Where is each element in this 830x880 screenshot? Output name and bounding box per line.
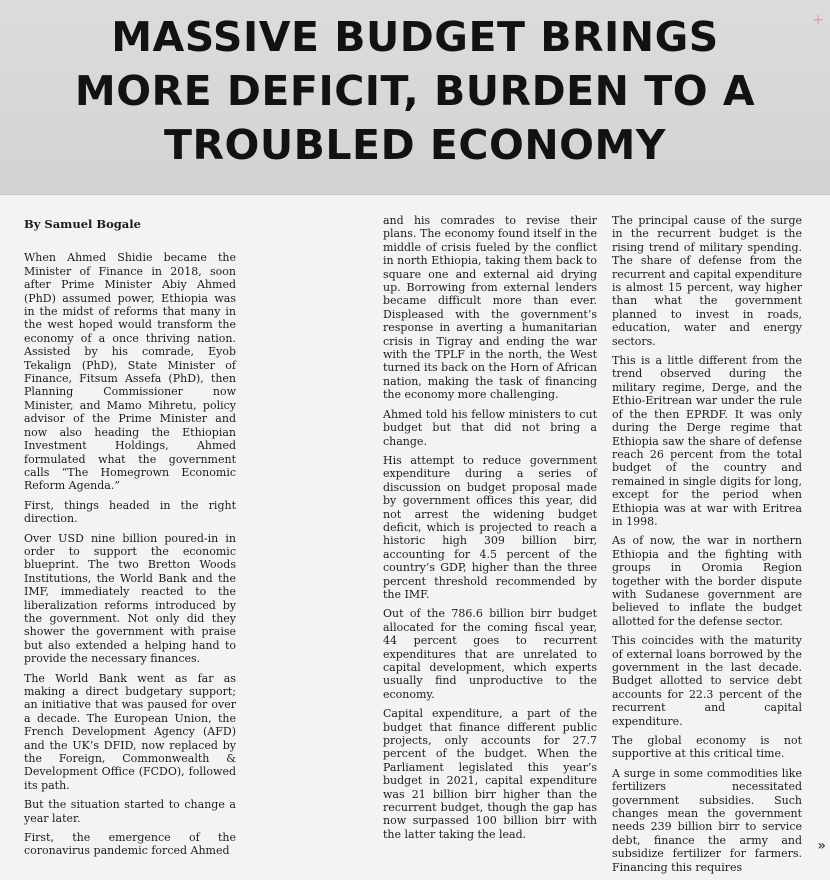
plus-icon[interactable]: + <box>812 12 824 28</box>
headline-line-1: MASSIVE BUDGET BRINGS <box>111 13 719 61</box>
paragraph: But the situation started to change a year later. <box>24 798 236 825</box>
paragraph: When Ahmed Shidie became the Minister of Finance in 2018, soon after Prime Minister Abiy Ahmed (PhD) assumed power, Ethiopia was in the midst of reforms that many in the west hoped would transform the economy of a once thriving nation. Assisted by his comrade, Eyob Tekalign (PhD), State Minister of Finance, Fitsum Assefa (PhD), then Planning Commissioner now Minister, and Mamo Mihretu, policy advisor of the Prime Minister and now also heading the Ethiopian Investment Holdings, Ahmed formulated what the government calls “The Homegrown Economic Reform Agenda.” <box>24 251 236 493</box>
article-column-3 <box>612 214 802 880</box>
paragraph: Capital expenditure, a part of the budget that finance different public projects, only accounts for 27.7 percent of the budget. When the Parliament legislated this year’s budget in 2021, capital expenditure was 21 billion birr higher than the recurrent budget, though the gap has now surpassed 100 billion birr with the latter taking the lead. <box>383 707 597 841</box>
headline-banner <box>0 0 830 194</box>
paragraph: This is a little different from the trend observed during the military regime, Derge, and the Ethio-Eritrean war under the rule of the then EPRDF. It was only during the Derge regime that Ethiopia saw the share of defense reach 26 percent from the total budget of the country and remained in single digits for long, except for the period when Ethiopia was at war with Eritrea in 1998. <box>612 354 802 528</box>
paragraph: The principal cause of the surge in the recurrent budget is the rising trend of military spending. The share of defense from the recurrent and capital expenditure is almost 15 percent, way higher than what the government planned to invest in roads, education, water and energy sectors. <box>612 214 802 348</box>
headline <box>0 10 830 172</box>
article-column-2 <box>383 214 597 847</box>
header-divider <box>0 194 830 195</box>
paragraph: His attempt to reduce government expenditure during a series of discussion on budget proposal made by government offices this year, did not arrest the widening budget deficit, which is projected to reach a historic high 309 billion birr, accounting for 4.5 percent of the country’s GDP, higher than the three percent threshold recommended by the IMF. <box>383 453 597 601</box>
paragraph: As of now, the war in northern Ethiopia and the fighting with groups in Oromia Region together with the border dispute with Sudanese government are believed to inflate the budget allotted for the defense sector. <box>612 534 802 628</box>
paragraph: The global economy is not supportive at this critical time. <box>612 734 802 761</box>
headline-line-2: MORE DEFICIT, BURDEN TO A <box>74 67 756 115</box>
byline: By Samuel Bogale <box>24 217 141 231</box>
paragraph: Out of the 786.6 billion birr budget allocated for the coming fiscal year, 44 percent goes to recurrent expenditures that are unrelated to capital development, which experts usually find unproductive to the economy. <box>383 607 597 701</box>
paragraph: This coincides with the maturity of external loans borrowed by the government in the last decade. Budget allotted to service debt accounts for 22.3 percent of the recurrent and capital expenditure. <box>612 634 802 728</box>
paragraph: and his comrades to revise their plans. The economy found itself in the middle of crisis fueled by the conflict in north Ethiopia, taking them back to square one and external aid drying up. Borrowing from external lenders became difficult more than ever. Displeased with the government’s response in averting a humanitarian crisis in Tigray and ending the war with the TPLF in the north, the West turned its back on the Horn of African nation, making the task of financing the economy more challenging. <box>383 214 597 402</box>
article-column-1 <box>24 204 236 864</box>
continue-arrow-icon: » <box>817 838 826 854</box>
paragraph: The World Bank went as far as making a direct budgetary support; an initiative that was paused for over a decade. The European Union, the French Development Agency (AFD) and the UK’s DFID, now replaced by the Foreign, Commonwealth & Development Office (FCDO), followed its path. <box>24 671 236 792</box>
paragraph: First, the emergence of the coronavirus pandemic forced Ahmed <box>24 831 236 858</box>
paragraph: First, things headed in the right direction. <box>24 498 236 526</box>
paragraph: A surge in some commodities like fertilizers necessitated government subsidies. Such changes mean the government needs 239 billion birr to service debt, finance the army and subsidize fertilizer for farmers. Financing this requires <box>612 766 802 874</box>
paragraph: Ahmed told his fellow ministers to cut budget but that did not bring a change. <box>383 407 597 448</box>
headline-line-3: TROUBLED ECONOMY <box>164 121 666 169</box>
paragraph: Over USD nine billion poured-in in order to support the economic blueprint. The two Bretton Woods Institutions, the World Bank and the IMF, immediately reacted to the liberalization reforms introduced by the government. Not only did they shower the government with praise but also extended a helping hand to provide the necessary finances. <box>24 531 236 666</box>
